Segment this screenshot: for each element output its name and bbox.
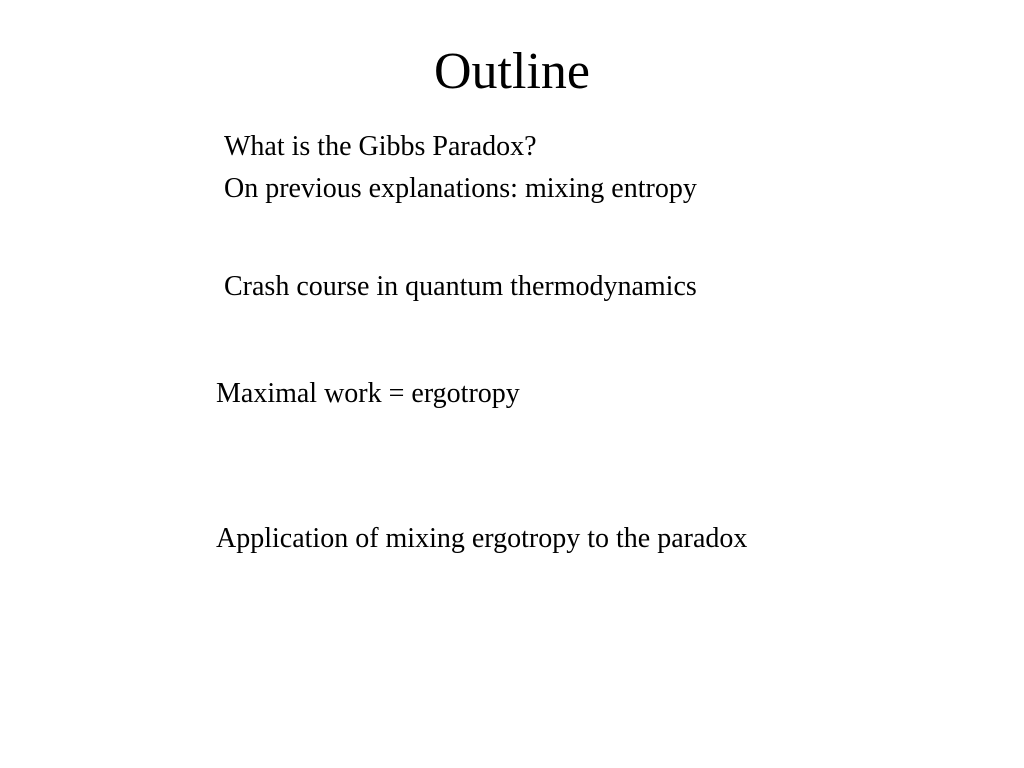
slide-title: Outline — [434, 43, 590, 100]
outline-item-ergotropy: Maximal work = ergotropy — [216, 378, 520, 409]
outline-item-gibbs-paradox: What is the Gibbs Paradox? — [224, 131, 537, 162]
outline-item-quantum-thermodynamics: Crash course in quantum thermodynamics — [224, 271, 697, 302]
outline-item-application: Application of mixing ergotropy to the paradox — [216, 523, 748, 554]
outline-item-mixing-entropy: On previous explanations: mixing entropy — [224, 173, 697, 204]
